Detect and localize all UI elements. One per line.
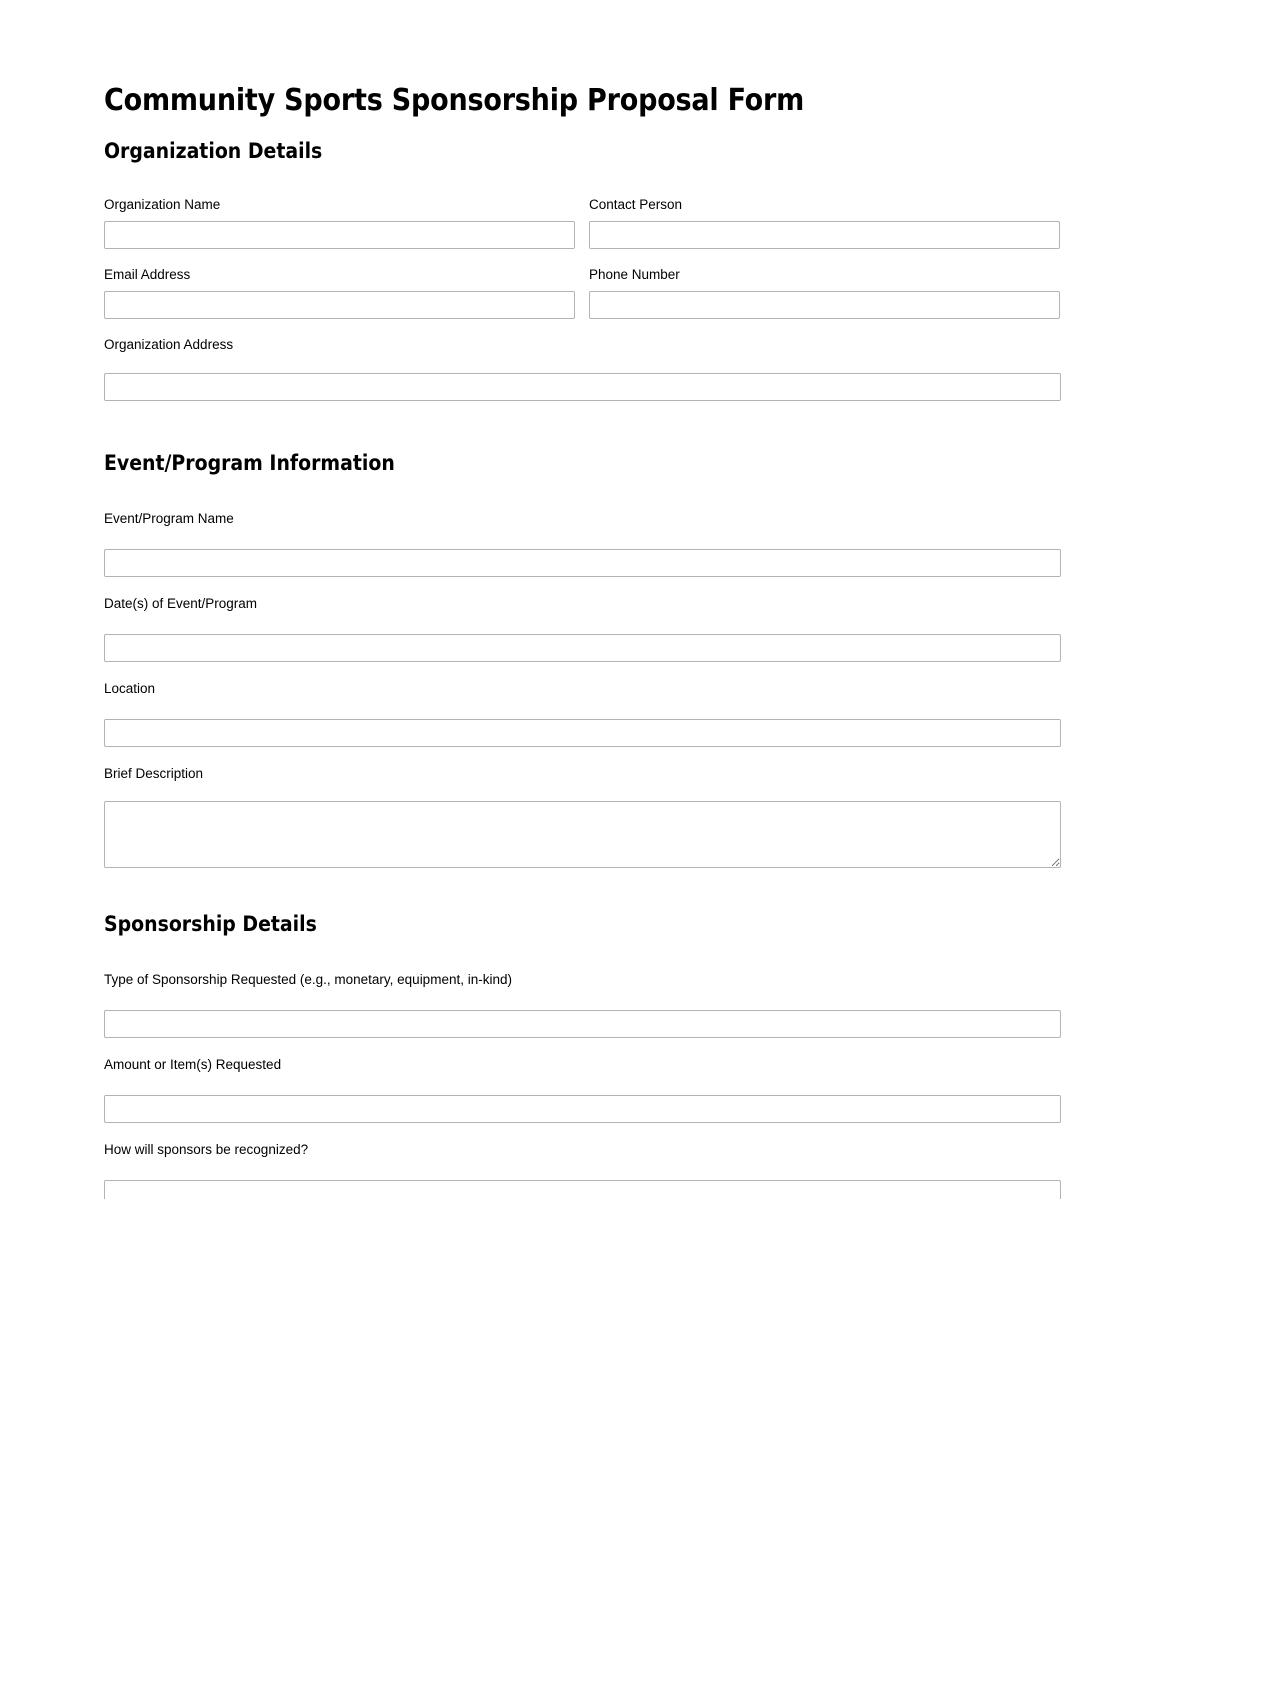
label-event-dates: Date(s) of Event/Program [104, 596, 258, 611]
label-type-of-sponsorship: Type of Sponsorship Requested (e.g., monetary, equipment, in-kind) [104, 972, 512, 987]
section-heading-sponsorship-details: Sponsorship Details [104, 912, 317, 936]
input-event-dates[interactable] [104, 634, 1061, 662]
label-sponsor-recognition: How will sponsors be recognized? [104, 1142, 309, 1157]
input-organization-name[interactable] [104, 221, 575, 249]
input-location[interactable] [104, 719, 1061, 747]
label-organization-name: Organization Name [104, 197, 221, 212]
label-contact-person: Contact Person [589, 197, 683, 212]
input-phone-number[interactable] [589, 291, 1060, 319]
label-event-program-name: Event/Program Name [104, 511, 234, 526]
label-brief-description: Brief Description [104, 766, 204, 781]
input-email-address[interactable] [104, 291, 575, 319]
input-contact-person[interactable] [589, 221, 1060, 249]
label-amount-or-items-requested: Amount or Item(s) Requested [104, 1057, 282, 1072]
label-phone-number: Phone Number [589, 267, 680, 282]
section-heading-organization-details: Organization Details [104, 139, 323, 163]
label-location: Location [104, 681, 156, 696]
label-organization-address: Organization Address [104, 337, 234, 352]
input-organization-address[interactable] [104, 373, 1061, 401]
section-heading-event-program-information: Event/Program Information [104, 451, 395, 475]
input-type-of-sponsorship[interactable] [104, 1010, 1061, 1038]
input-sponsor-recognition[interactable] [104, 1180, 1061, 1199]
input-event-program-name[interactable] [104, 549, 1061, 577]
page-title: Community Sports Sponsorship Proposal Form [104, 83, 805, 118]
input-brief-description[interactable] [104, 801, 1061, 868]
input-amount-or-items-requested[interactable] [104, 1095, 1061, 1123]
label-email-address: Email Address [104, 267, 191, 282]
